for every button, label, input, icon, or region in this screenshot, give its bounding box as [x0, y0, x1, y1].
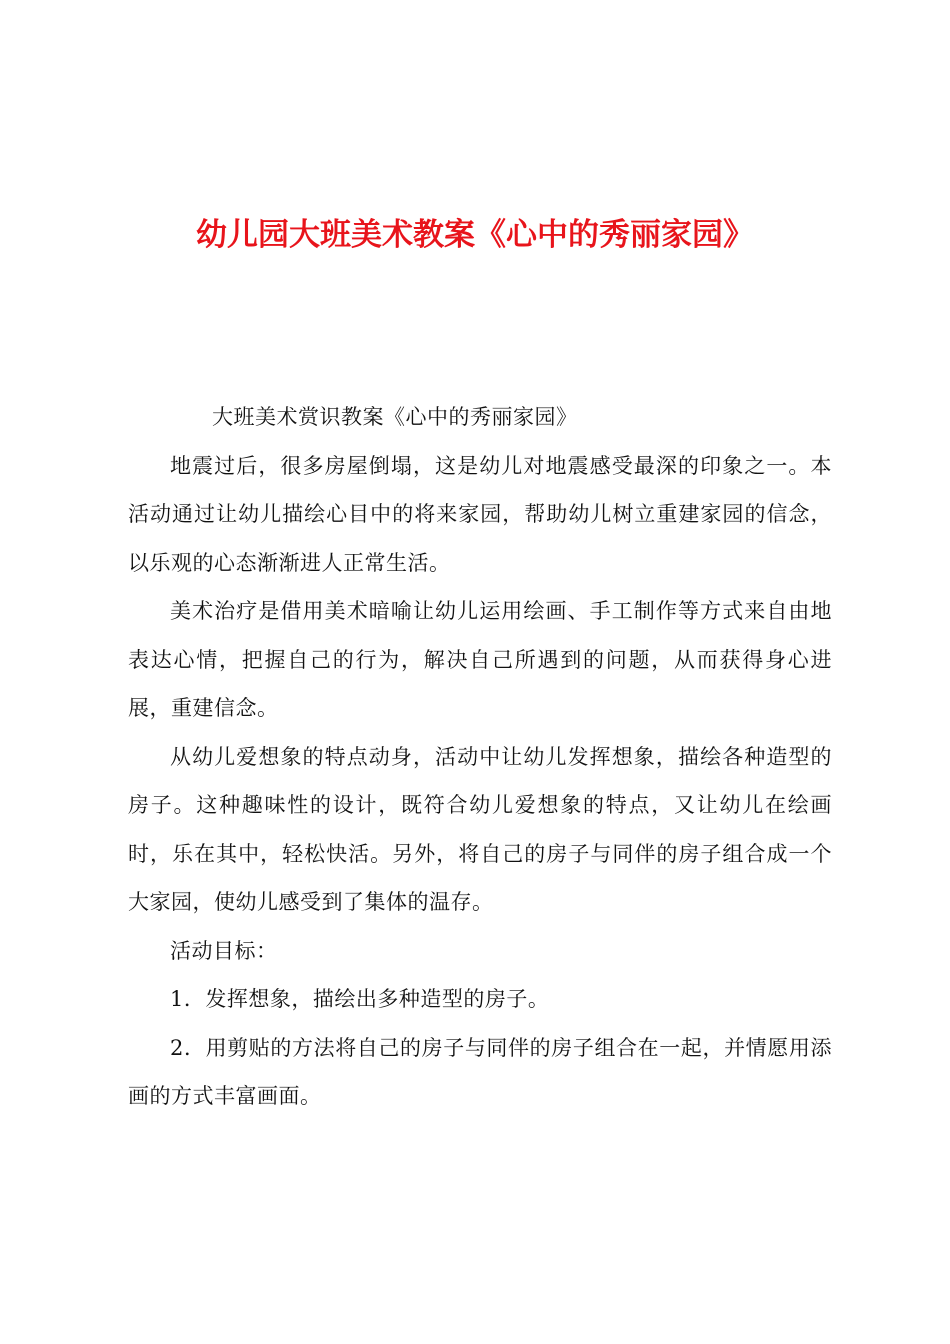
paragraph-intro: 地震过后，很多房屋倒塌，这是幼儿对地震感受最深的印象之一。本活动通过让幼儿描绘心目中的将来家园，帮助幼儿树立重建家园的信念，以乐观的心态渐渐进人正常生活。	[128, 453, 832, 575]
goals-heading: 活动目标：	[170, 938, 278, 963]
paragraph-design: 从幼儿爱想象的特点动身，活动中让幼儿发挥想象，描绘各种造型的房子。这种趣味性的设计，既符合幼儿爱想象的特点，又让幼儿在绘画时，乐在其中，轻松快活。另外，将自己的房子与同伴的房子组合成一个大家园，使幼儿感受到了集体的温存。	[128, 744, 832, 914]
goal-item-1: 1．发挥想象，描绘出多种造型的房子。	[170, 987, 550, 1011]
paragraph-art-therapy: 美术治疗是借用美术暗喻让幼儿运用绘画、手工制作等方式来自由地表达心情，把握自己的行为，解决自己所遇到的问题，从而获得身心进展，重建信念。	[128, 599, 832, 720]
document-title: 幼儿园大班美术教案《心中的秀丽家园》	[196, 217, 754, 253]
goal-item-2: 2．用剪贴的方法将自己的房子与同伴的房子组合在一起，并情愿用添画的方式丰富画面。	[128, 1035, 832, 1108]
document-body	[128, 393, 832, 1121]
document-subtitle: 大班美术赏识教案《心中的秀丽家园》	[212, 405, 578, 429]
